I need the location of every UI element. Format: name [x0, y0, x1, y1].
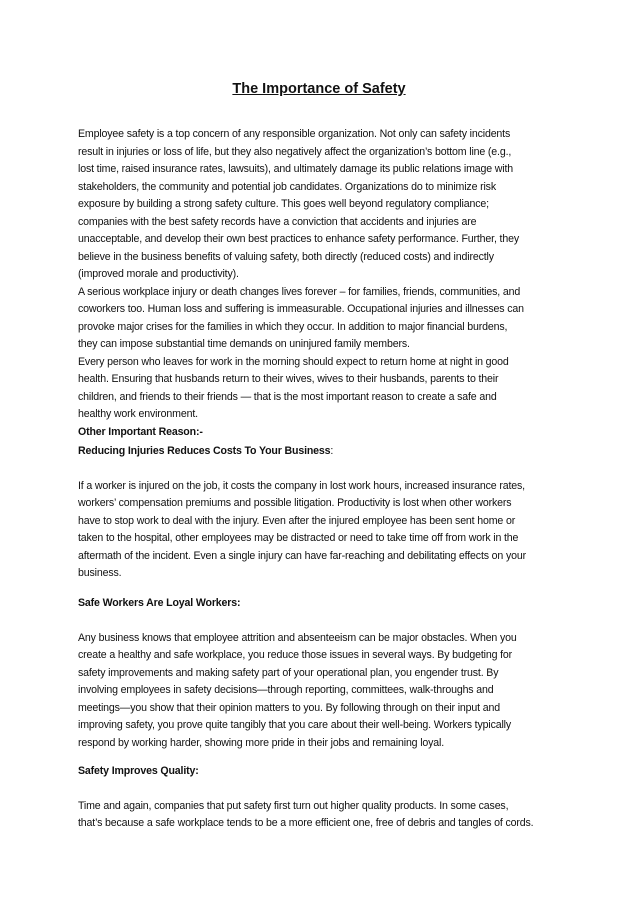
text-line: companies with the best safety records have a conviction that accidents and injuries are — [78, 215, 477, 228]
text-line: lost time, raised insurance rates, lawsuits), and ultimately damage its public relations image with — [78, 163, 513, 175]
document-title: The Importance of Safety — [232, 81, 406, 97]
text-line: coworkers too. Human loss and suffering is immeasurable. Occupational injuries and illnesses can — [78, 303, 524, 315]
section-heading — [78, 443, 570, 461]
text-line: exposure by building a strong safety culture. This goes well beyond regulatory compliance; — [78, 198, 489, 210]
text-line: children, and friends to their friends — that is the most important reason to create a safe and — [78, 390, 497, 403]
text-line: Every person who leaves for work in the morning should expect to return home at night in good — [78, 355, 509, 368]
text-line: involving employees in safety decisions—through reporting, committees, walk-throughs and — [78, 684, 494, 696]
text-line: unacceptable, and develop their own best practices to enhance safety performance. Further, they — [78, 233, 519, 245]
text-line: provoke major crises for the families in which they occur. In addition to major financial burdens, — [78, 320, 508, 333]
section-improves-quality — [78, 763, 570, 833]
text-line: taken to the hospital, other employees may be distracted or need to take time off from work in the — [78, 532, 519, 544]
other-reason-heading: Other Important Reason:- — [78, 425, 203, 438]
text-line: Time and again, companies that put safety first turn out higher quality products. In some cases, — [78, 799, 509, 812]
text-line: If a worker is injured on the job, it costs the company in lost work hours, increased insurance rates, — [78, 479, 525, 492]
text-line: have to stop work to deal with the injury. Even after the injured employee has been sent home or — [78, 514, 516, 527]
text-line: Employee safety is a top concern of any responsible organization. Not only can safety incidents — [78, 128, 511, 140]
text-line: aftermath of the incident. Even a single injury can have far-reaching and debilitating effects on your — [78, 549, 526, 562]
text-line: meetings—you show that their opinion matters to you. By following through on their input and — [78, 701, 500, 714]
text-line: that’s because a safe workplace tends to be a more efficient one, free of debris and tangles of cords. — [78, 817, 534, 829]
intro-paragraph — [78, 126, 570, 441]
section-heading: Safety Improves Quality: — [78, 765, 199, 777]
text-line: they can impose substantial time demands on uninjured family members. — [78, 338, 410, 350]
section-heading-suffix: : — [330, 445, 334, 457]
text-line: (improved morale and productivity). — [78, 268, 239, 280]
section-heading-text: Reducing Injuries Reduces Costs To Your Business — [78, 445, 331, 457]
text-line: Any business knows that employee attrition and absenteeism can be major obstacles. When you — [78, 631, 517, 644]
section-loyal-workers — [78, 595, 570, 752]
text-line: create a healthy and safe workplace, you reduce those issues in several ways. By budgeting for — [78, 649, 513, 661]
text-line: safety improvements and making safety part of your operational plan, you engender trust. By — [78, 666, 499, 679]
text-line: stakeholders, the community and potential job candidates. Organizations do to minimize risk — [78, 180, 496, 193]
text-line: result in injuries or loss of life, but they also negatively affect the organization’s bottom line (e.g., — [78, 145, 512, 158]
text-line: improving safety, you prove quite tangibly that you care about their well-being. Workers typically — [78, 719, 512, 731]
section-heading: Safe Workers Are Loyal Workers: — [78, 597, 241, 609]
text-line: business. — [78, 567, 122, 579]
text-line: A serious workplace injury or death changes lives forever – for families, friends, communities, and — [78, 285, 521, 298]
text-line: believe in the business benefits of valuing safety, both directly (reduced costs) and indirectly — [78, 250, 494, 263]
text-line: health. Ensuring that husbands return to their wives, wives to their husbands, parents to their — [78, 373, 499, 385]
section-reducing-injuries — [78, 443, 570, 583]
text-line: respond by working harder, showing more pride in their jobs and remaining loyal. — [78, 736, 445, 749]
text-line: healthy work environment. — [78, 408, 198, 420]
text-line: workers’ compensation premiums and possible litigation. Productivity is lost when other workers — [78, 497, 512, 509]
